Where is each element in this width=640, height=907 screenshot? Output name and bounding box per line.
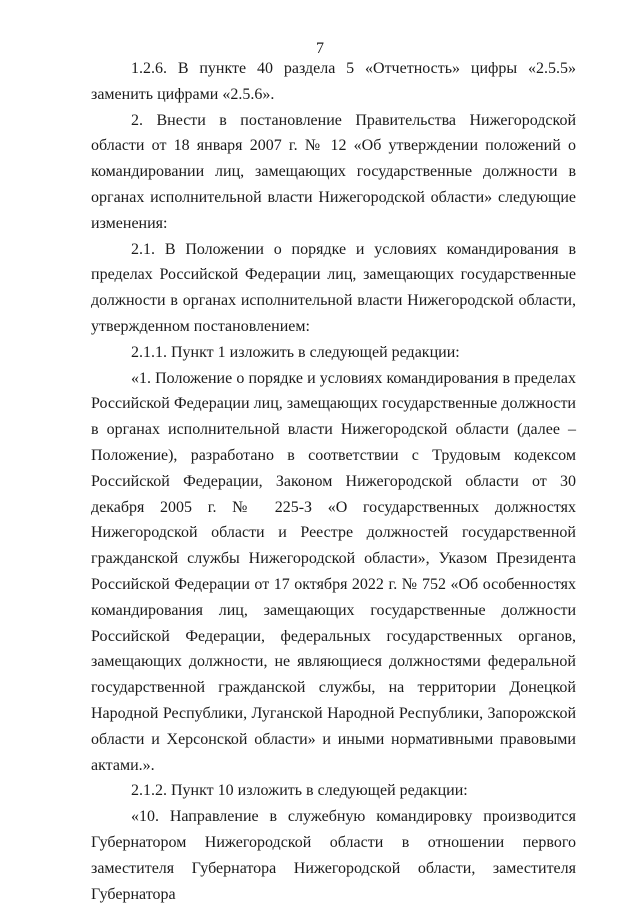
document-body: [91, 56, 576, 907]
page-number: 7: [316, 40, 324, 57]
paragraph-2-1-2: 2.1.2. Пункт 10 изложить в следующей редакции:: [131, 782, 468, 800]
paragraph-2: 2. Внести в постановление Правительства Нижегородской области от 18 января 2007 г. № 12 «Об утверждении положений о командировании лиц, замещающих государственные должности в органах исполнительной власти Нижегородской области» следующие изменения:: [91, 111, 576, 232]
paragraph-2-1: 2.1. В Положении о порядке и условиях командирования в пределах Российской Федерации лиц, замещающих государственные должности в органах исполнительной власти Нижегородской области, утвержденном постановлением:: [91, 240, 576, 335]
paragraph-quote-1: «1. Положение о порядке и условиях командирования в пределах Российской Федерации лиц, замещающих государственные должности в органах исполнительной власти Нижегородской области (далее – Положение), разработано в соответствии с Трудовым кодексом Российской Федерации, Законом Нижегородской области от 30 декабря 2005 г. № 225-З «О государственных должностях Нижегородской области и Реестре должностей государственной гражданской службы Нижегородской области», Указом Президента Российской Федерации от 17 октября 2022 г. № 752 «Об особенностях командирования лиц, замещающих государственные должности Российской Федерации, федеральных государственных органов, замещающих должности, не являющиеся должностями федеральной государственной гражданской службы, на территории Донецкой Народной Республики, Луганской Народной Республики, Запорожской области и Херсонской области» и иными нормативными правовыми актами.».: [91, 369, 576, 774]
paragraph-1-2-6: 1.2.6. В пункте 40 раздела 5 «Отчетность» цифры «2.5.5» заменить цифрами «2.5.6».: [91, 60, 576, 103]
paragraph-2-1-1: 2.1.1. Пункт 1 изложить в следующей редакции:: [131, 343, 460, 361]
paragraph-quote-10: «10. Направление в служебную командировку производится Губернатором Нижегородской области в отношении первого заместителя Губернатора Нижегородской области, заместителя Губернатора: [91, 808, 576, 903]
